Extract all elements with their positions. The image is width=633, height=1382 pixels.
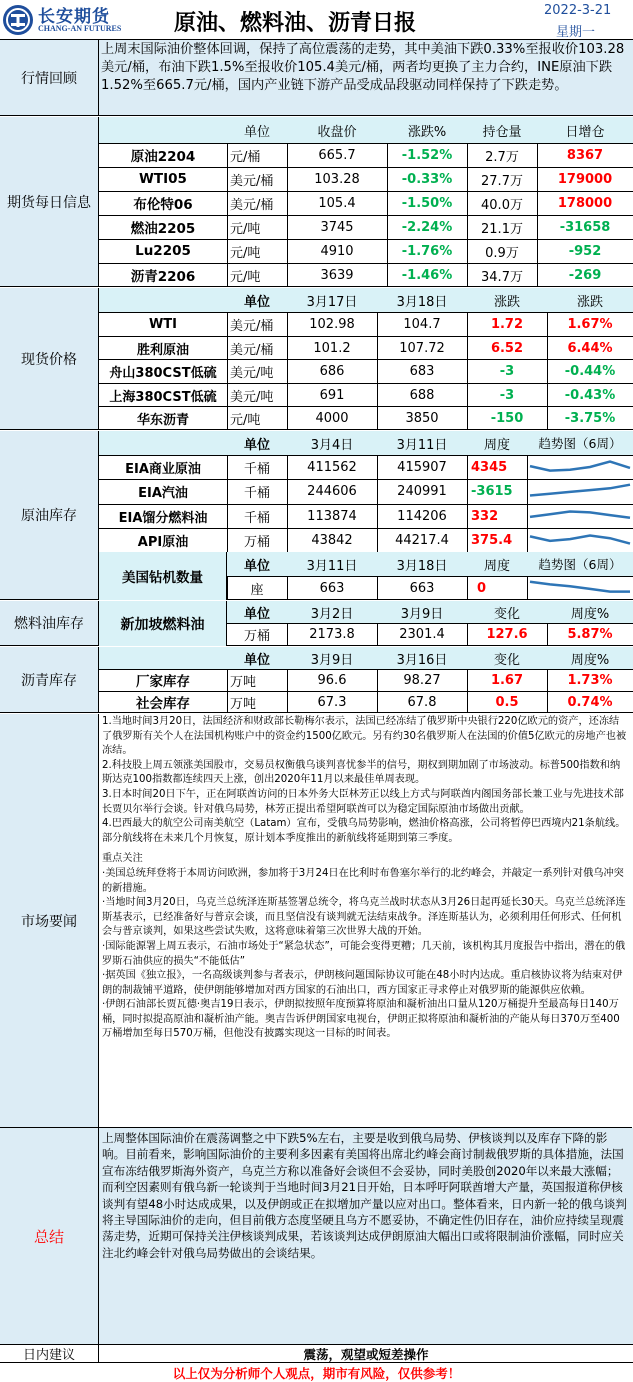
column-divider [467,312,468,430]
crude-header-unit: 单位 [227,431,287,455]
futures-row-unit: 美元/桶 [230,197,274,213]
crude-row-name: EIA馏分燃料油 [118,510,208,526]
fuel-inventory-label: 燃料油库存 [0,601,99,646]
news-focus-item: ·国际能源署上周五表示，石油市场处于“紧急状态”，可能会变得更糟；几天前，该机构其月度报告中指出，潜在的俄罗斯石油供应的损失“不能低估” [102,940,626,967]
futures-row-name: 燃油2205 [130,221,196,237]
crude-row-unit: 万桶 [243,534,270,550]
column-divider [227,669,228,713]
rig-header-d2: 3月18日 [377,552,467,576]
report-header [0,0,633,40]
rig-d1: 663 [319,580,345,596]
crude-row-name: API原油 [137,534,189,550]
column-divider [387,143,388,287]
crude-row-d1: 244606 [307,483,357,499]
spot-row-d2: 104.7 [403,316,441,332]
report-weekday: 星期一 [556,25,596,40]
futures-row-change: -1.46% [401,267,453,283]
fuel-header-change: 变化 [467,601,547,623]
asphalt-header-d1: 3月9日 [287,647,377,669]
logo-chinese-name: 长安期货 [38,7,110,27]
rig-header-trend: 趋势图（6周） [527,552,633,576]
summary-text: 上周整体国际油价在震荡调整之中下跌5%左右，主要是收到俄乌局势、伊核谈判以及库存下降的影响。目前看来，影响国际油价的主要利多因素有美国将出席北约峰会商讨制裁俄罗斯的具体措施，法国宣布冻结俄罗斯海外资产，乌克兰方称以准备好会谈但不会妥协，同时美股创2020年以来最大涨幅；而利空因素则有俄乌新一轮谈判于当地时间3月21日开始，日本呼吁阿联酋增大产量，英国报道称伊核谈判有望48小时达成成果，以及伊朗或正在拟增加产量以应对出口。整体看来，日内新一轮的俄乌谈判将主导国际油价的走向，但目前俄方态度坚硬且乌方不愿妥协，不确定性仍旧存在，油价应持续呈现震荡走势，近期可保持关注伊核谈判成果，若该谈判达成伊朗原油大幅出口或将限制油价涨幅，同时应关注北约峰会针对俄乌局势做出的会谈结果。 [99,1128,633,1345]
futures-row-change: -1.52% [401,147,453,163]
crude-row-name: EIA商业原油 [125,461,201,477]
fuel-change: 127.6 [486,627,528,642]
spot-row-name: 上海380CST低硫 [109,389,217,405]
futures-row-close: 103.28 [314,171,360,187]
futures-row-doi: -952 [568,243,602,259]
crude-row-trend-sparkline [528,456,632,478]
crude-header-d2: 3月11日 [377,431,467,455]
rig-header-weekly: 周度 [467,552,527,576]
futures-row-unit: 元/吨 [230,221,261,237]
column-divider [227,143,228,287]
futures-row-oi: 27.7万 [481,173,523,189]
news-content [99,714,632,1128]
crude-header-d1: 3月4日 [287,431,377,455]
spot-row-change: -150 [490,410,524,426]
futures-label: 期货每日信息 [0,117,99,287]
asphalt-row-d2: 98.27 [403,672,441,688]
futures-row-change: -1.76% [401,243,453,259]
spot-row-name: 舟山380CST低硫 [109,365,217,381]
futures-row-oi: 0.9万 [485,245,519,261]
trend-line [530,536,630,544]
news-item: 4.巴西最大的航空公司南美航空（Latam）宣布，受俄乌局势影响，燃油价格高涨，公司将暂停巴西境内21条航线。部分航线将在未来几个月恢复，原计划本季度推出的新航线将延期到第三季度。 [102,818,626,844]
trend-line [530,512,630,518]
news-label: 市场要闻 [0,714,99,1128]
spot-row-pct: -0.44% [564,363,616,379]
futures-row-name: Lu2205 [135,243,191,259]
spot-row-d2: 107.72 [399,340,445,356]
spot-row-pct: 1.67% [567,316,613,332]
futures-row-doi: 8367 [566,147,604,163]
futures-row-unit: 元/吨 [230,269,261,285]
futures-header-doi: 日增仓 [537,117,633,143]
spot-row-unit: 美元/吨 [230,365,274,381]
futures-row-change: -1.50% [401,195,453,211]
fuel-header-d1: 3月2日 [287,601,377,623]
fuel-pct: 5.87% [567,627,613,642]
spot-row-pct: 6.44% [567,340,613,356]
spot-row-change: 1.72 [490,316,524,332]
crude-inventory-label: 原油库存 [0,431,99,600]
crude-row-d2: 240991 [397,483,447,499]
asphalt-header-d2: 3月16日 [377,647,467,669]
column-divider [377,669,378,713]
news-item: 3.日本时间20日下午，正在阿联酋访问的日本外务大臣林芳正以线上方式与阿联酋内阁国务部长兼工业与先进技术部长贾贝尔举行会谈。针对俄乌局势，林芳正提出希望阿联酋可以为稳定国际原油市场做出贡献。 [102,788,624,815]
crude-header-weekly: 周度 [467,431,527,455]
futures-row-unit: 美元/桶 [230,173,274,189]
futures-row-doi: 178000 [557,195,613,211]
spot-row-name: 胜利原油 [136,342,189,358]
asphalt-row-unit: 万吨 [230,696,257,712]
asphalt-header-blank [99,647,227,669]
asphalt-row-name: 厂家库存 [136,674,190,690]
crude-inventory-table [99,431,633,600]
futures-header-change: 涨跌% [387,117,467,143]
crude-row-d1: 411562 [307,459,357,475]
crude-header-trend: 趋势图（6周） [527,431,633,455]
futures-row-change: -2.24% [401,219,453,235]
column-divider [377,623,378,646]
news-focus-item: ·伊朗石油部长贾瓦德·奥吉19日表示，伊朗拟按照年度预算将原油和凝析油出口量从120万桶提升至最高每日140万桶，同时拟提高原油和凝析油产能。奥吉告诉伊朗国家电视台，伊朗正拟将原油和凝析油的产能从每日370万至400万桶增加至每日570万桶，但他没有披露实现这一目标的时间表。 [102,999,620,1040]
crude-row-change: 375.4 [471,532,513,548]
rig-header-d1: 3月11日 [287,552,377,576]
crude-row-d2: 44217.4 [395,532,449,548]
market-review-label: 行情回顾 [0,40,99,116]
summary-label-cell: 总结 [0,1128,99,1345]
asphalt-inventory-label: 沥青库存 [0,647,99,713]
news-item: 1.当地时间3月20日，法国经济和财政部长勒梅尔表示，法国已经冻结了俄罗斯中央银行220亿欧元的资产，还冻结了俄罗斯有关个人在法国机构账户中的资金约1500亿欧元。另有约30名俄罗斯人在法国的价值5亿欧元的房地产也被冻结。 [102,716,627,757]
spot-table [99,288,633,430]
asphalt-inventory-table [99,647,633,713]
news-focus-item: ·当地时间3月20日，乌克兰总统泽连斯基签署总统令，将乌克兰战时状态从3月26日起再延长30天。乌克兰总统泽连斯基表示，已经准备好与普京会谈，而且坚信没有谈判就无法结束战争。泽连斯基认为，必须利用任何形式、任何机会与普京谈判，如果这些尝试失败，这将意味着第三次世界大战的开始。 [102,897,626,938]
rig-change: 0 [477,580,487,596]
crude-row-trend-sparkline [528,529,632,551]
asphalt-row-d1: 96.6 [317,672,347,688]
asphalt-row-d2: 67.8 [407,694,437,710]
futures-row-close: 3639 [320,267,354,283]
asphalt-row-unit: 万吨 [230,674,257,690]
crude-header-blank [99,431,227,455]
asphalt-header-change: 变化 [467,647,547,669]
logo-english-name: CHANG-AN FUTURES [38,24,122,33]
fuel-d1: 2173.8 [309,627,355,642]
market-review-text: 上周末国际油价整体回调，保持了高位震荡的走势，其中美油下跌0.33%至报收价103.28美元/桶，布油下跌1.5%至报收价105.4美元/桶，两者均更换了主力合约，INE原油下跌1.52%至665.7元/桶，国内产业链下游产品受成品段驱动同样保持了下跌走势。 [99,40,633,116]
fuel-name: 新加坡燃料油 [99,601,227,646]
futures-header-blank [99,117,227,143]
column-divider [287,143,288,287]
futures-header-oi: 持仓量 [467,117,537,143]
futures-row-close: 665.7 [318,147,356,163]
futures-row-unit: 元/吨 [230,245,261,261]
trend-line [530,462,630,471]
rig-trend-sparkline [528,577,632,599]
column-divider [227,312,228,430]
column-divider [547,312,548,430]
column-divider [537,143,538,287]
fuel-header-pct: 周度% [547,601,633,623]
crude-row-change: 4345 [471,459,508,475]
crude-row-d1: 113874 [307,508,357,524]
spot-header-d2: 3月18日 [377,288,467,312]
futures-row-doi: -269 [568,267,602,283]
crude-row-unit: 千桶 [243,485,270,501]
fuel-d2: 2301.4 [399,627,445,642]
futures-header-close: 收盘价 [287,117,387,143]
asphalt-row-change: 1.67 [490,672,524,688]
futures-row-oi: 2.7万 [485,149,519,165]
fuel-inventory-table [99,601,633,646]
spot-row-unit: 美元/桶 [230,318,274,334]
futures-row-name: 原油2204 [130,149,196,165]
column-divider [547,623,548,646]
crude-row-d1: 43842 [311,532,353,548]
spot-header-pct: 涨跌 [547,288,633,312]
futures-row-oi: 40.0万 [481,197,523,213]
fuel-header-unit: 单位 [227,601,287,623]
intraday-text: 震荡，观望或短差操作 [99,1345,633,1363]
crude-row-unit: 千桶 [243,510,270,526]
spot-label: 现货价格 [0,288,99,430]
fuel-unit: 万桶 [243,629,270,644]
futures-table [99,117,633,287]
crude-row-change: -3615 [471,483,513,499]
logo-emblem-icon [2,4,34,36]
intraday-label: 日内建议 [0,1345,99,1363]
spot-row-d1: 4000 [315,410,349,426]
futures-row-close: 3745 [320,219,354,235]
futures-row-name: 布伦特06 [133,197,193,213]
crude-row-unit: 千桶 [243,461,270,477]
spot-row-d2: 688 [409,387,435,403]
spot-row-pct: -0.43% [564,387,616,403]
spot-row-change: -3 [499,387,515,403]
asphalt-row-change: 0.5 [495,694,519,710]
column-divider [467,143,468,287]
spot-row-d2: 3850 [405,410,439,426]
spot-header-change: 涨跌 [467,288,547,312]
logo [2,2,142,38]
spot-row-d1: 102.98 [309,316,355,332]
futures-row-close: 4910 [320,243,354,259]
asphalt-header-pct: 周度% [547,647,633,669]
futures-row-close: 105.4 [318,195,356,211]
rig-name: 美国钻机数量 [99,552,227,600]
futures-row-doi: -31658 [559,219,611,235]
spot-row-d1: 691 [319,387,345,403]
futures-row-change: -0.33% [401,171,453,187]
column-divider [467,669,468,713]
crude-row-trend-sparkline [528,480,632,502]
rig-header-unit: 单位 [227,552,287,576]
rig-unit: 座 [250,582,264,598]
spot-row-d1: 686 [319,363,345,379]
column-divider [287,623,288,646]
news-focus-item: ·美国总统拜登将于本周访问欧洲，参加将于3月24日在比利时布鲁塞尔举行的北约峰会，并敲定一系列针对俄乌冲突的新措施。 [102,867,624,894]
asphalt-header-unit: 单位 [227,647,287,669]
spot-header-d1: 3月17日 [287,288,377,312]
asphalt-row-name: 社会库存 [136,696,190,712]
futures-row-unit: 元/桶 [230,149,261,165]
spot-header-unit: 单位 [227,288,287,312]
futures-row-doi: 179000 [557,171,613,187]
column-divider [547,669,548,713]
spot-row-d1: 101.2 [313,340,351,356]
spot-row-change: 6.52 [490,340,524,356]
futures-header-unit: 单位 [227,117,287,143]
asphalt-row-d1: 67.3 [317,694,347,710]
asphalt-row-pct: 0.74% [567,694,613,710]
column-divider [287,312,288,430]
spot-row-unit: 美元/桶 [230,342,274,358]
spot-header-blank [99,288,227,312]
crude-row-d2: 114206 [397,508,447,524]
spot-row-change: -3 [499,363,515,379]
trend-line [530,582,630,592]
spot-row-name: 华东沥青 [136,412,189,428]
footer-disclaimer: 以上仅为分析师个人观点，期市有风险，仅供参考！ [172,1365,461,1381]
crude-row-trend-sparkline [528,505,632,527]
spot-row-unit: 美元/吨 [230,389,274,405]
report-title: 原油、燃料油、沥青日报 [174,10,417,36]
spot-row-pct: -3.75% [564,410,616,426]
crude-row-change: 332 [471,508,499,524]
news-item: 2.科技股上周五领涨美国股市，交易员权衡俄乌谈判喜忧参半的信号，期权到期加剧了市场波动。标普500指数和纳斯达克100指数都连续四天上涨，创出2020年11月以来最佳单周表现。 [102,759,621,786]
column-divider [467,623,468,646]
futures-row-name: WTI05 [139,171,187,187]
fuel-header-d2: 3月9日 [377,601,467,623]
crude-row-name: EIA汽油 [138,485,188,501]
futures-row-oi: 21.1万 [481,221,523,237]
futures-row-oi: 34.7万 [481,269,523,285]
trend-line [530,485,630,496]
news-focus-title: 重点关注 [102,853,143,865]
news-focus-item: ·据英国《独立报》，一名高级谈判参与者表示，伊朗核问题国际协议可能在48小时内达成。重启核协议将为结束对伊朗的制裁铺平道路，使伊朗能够增加对西方国家的石油出口，西方国家正寻求停止对俄罗斯的能源供应依赖。 [102,970,623,996]
asphalt-row-pct: 1.73% [567,672,613,688]
spot-row-name: WTI [148,316,178,332]
rig-d2: 663 [409,580,435,596]
report-date: 2022-3-21 [544,3,612,18]
column-divider [377,312,378,430]
spot-row-unit: 元/吨 [230,412,261,428]
column-divider [287,669,288,713]
futures-row-name: 沥青2206 [130,269,196,285]
crude-row-d2: 415907 [397,459,447,475]
spot-row-d2: 683 [409,363,435,379]
